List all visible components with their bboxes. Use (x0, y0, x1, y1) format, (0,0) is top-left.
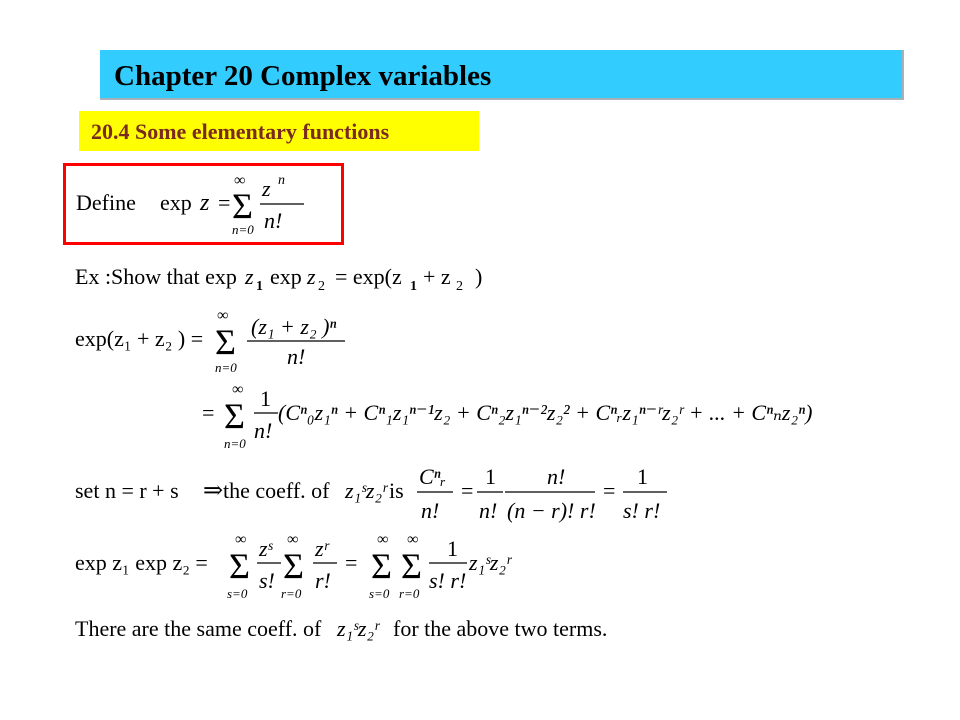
eq3: = (345, 550, 358, 575)
numerator: z (262, 176, 271, 201)
conclusion-text2: for the above two terms. (393, 616, 608, 641)
binomial-expansion (202, 382, 832, 454)
sigma: Σ (232, 186, 253, 226)
conclusion-term: z₁ˢz₂ʳ (337, 616, 379, 641)
r2-sigma: Σ (401, 546, 422, 586)
r2-sum-top: ∞ (407, 531, 419, 548)
s-sum-top: ∞ (235, 531, 247, 548)
is-label: is (389, 478, 404, 503)
rhs-close: ) (475, 264, 483, 289)
b-den: r! (315, 568, 331, 593)
denominator: n! (264, 208, 283, 233)
f3-den: (n − r)! r! (507, 498, 596, 523)
sub1: 1 (256, 279, 263, 294)
r-sigma: Σ (283, 546, 304, 586)
z2: z (307, 264, 316, 289)
implies-arrow: ⇒ (203, 478, 224, 504)
r2-sum-bottom: r=0 (399, 586, 420, 601)
exp-mid: exp (270, 264, 302, 289)
f4-num: 1 (637, 464, 648, 489)
sum-top: ∞ (234, 172, 246, 189)
z1: z (245, 264, 254, 289)
sub2: 2 (318, 279, 325, 294)
equals-sign: = (218, 190, 231, 215)
coeff-text: the coeff. of (223, 478, 330, 503)
sigma: Σ (215, 322, 236, 362)
numerator: (z₁ + z₂ )ⁿ (251, 314, 337, 339)
s-sum-bottom: s=0 (227, 586, 248, 601)
sigma: Σ (224, 396, 245, 436)
rhs-open: = exp(z (335, 264, 402, 289)
sum-top: ∞ (232, 381, 244, 398)
var-z: z (200, 190, 210, 216)
term: z₁ˢz₂ʳ (345, 478, 387, 503)
sum-bottom: n=0 (224, 436, 246, 451)
sum-bottom: n=0 (232, 222, 254, 237)
binomial-terms: (Cⁿ₀z₁ⁿ + Cⁿ₁z₁ⁿ⁻¹z₂ + Cⁿ₂z₁ⁿ⁻²z₂² + Cⁿᵣz₁ⁿ⁻ʳz₂ʳ + ... + Cⁿₙz₂ⁿ) (278, 400, 813, 425)
f4-den: s! r! (623, 498, 661, 523)
exp-label: exp (160, 190, 192, 215)
f2-den: n! (479, 498, 498, 523)
s2-sigma: Σ (371, 546, 392, 586)
s2-sum-top: ∞ (377, 531, 389, 548)
product-lhs: exp z₁ exp z₂ = (75, 550, 208, 575)
coefficient-line (75, 462, 675, 532)
exp-sum-lhs: exp(z₁ + z₂ ) = (75, 326, 204, 351)
example-statement (75, 262, 535, 292)
c-num: 1 (447, 536, 458, 561)
frac-den: n! (254, 418, 273, 443)
ex-label: Ex :Show that exp (75, 264, 237, 289)
denominator: n! (287, 344, 306, 369)
f3-num: n! (547, 464, 566, 489)
conclusion-line (75, 612, 675, 646)
exponent: n (278, 173, 285, 188)
eq1: = (461, 478, 474, 503)
product-line (75, 532, 515, 604)
s-sigma: Σ (229, 546, 250, 586)
r-sum-top: ∞ (287, 531, 299, 548)
sum-top: ∞ (217, 307, 229, 324)
rhs-sub1: 1 (410, 279, 417, 294)
r-sum-bottom: r=0 (281, 586, 302, 601)
equals-sign: = (202, 400, 215, 425)
section-title-bar (79, 111, 479, 151)
tail-term: z₁ˢz₂ʳ (469, 550, 511, 575)
f1-num: Cⁿᵣ (419, 464, 447, 489)
conclusion-text1: There are the same coeff. of (75, 616, 322, 641)
frac-num: 1 (260, 386, 271, 411)
set-text: set n = r + s (75, 478, 179, 503)
definition-formula (76, 170, 326, 236)
f1-den: n! (421, 498, 440, 523)
a-den: s! (259, 568, 275, 593)
eq2: = (603, 478, 616, 503)
b-num: zʳ (315, 536, 329, 561)
rhs-sub2: 2 (456, 279, 463, 294)
expansion-line (75, 308, 375, 378)
section-title: 20.4 Some elementary functions (91, 119, 390, 144)
rhs-plus: + z (423, 264, 451, 289)
s2-sum-bottom: s=0 (369, 586, 390, 601)
c-den: s! r! (429, 568, 467, 593)
define-label: Define (76, 190, 136, 215)
a-num: zˢ (259, 536, 273, 561)
chapter-title-bar (100, 50, 904, 100)
sum-bottom: n=0 (215, 360, 237, 375)
chapter-title: Chapter 20 Complex variables (114, 60, 492, 92)
f2-num: 1 (485, 464, 496, 489)
